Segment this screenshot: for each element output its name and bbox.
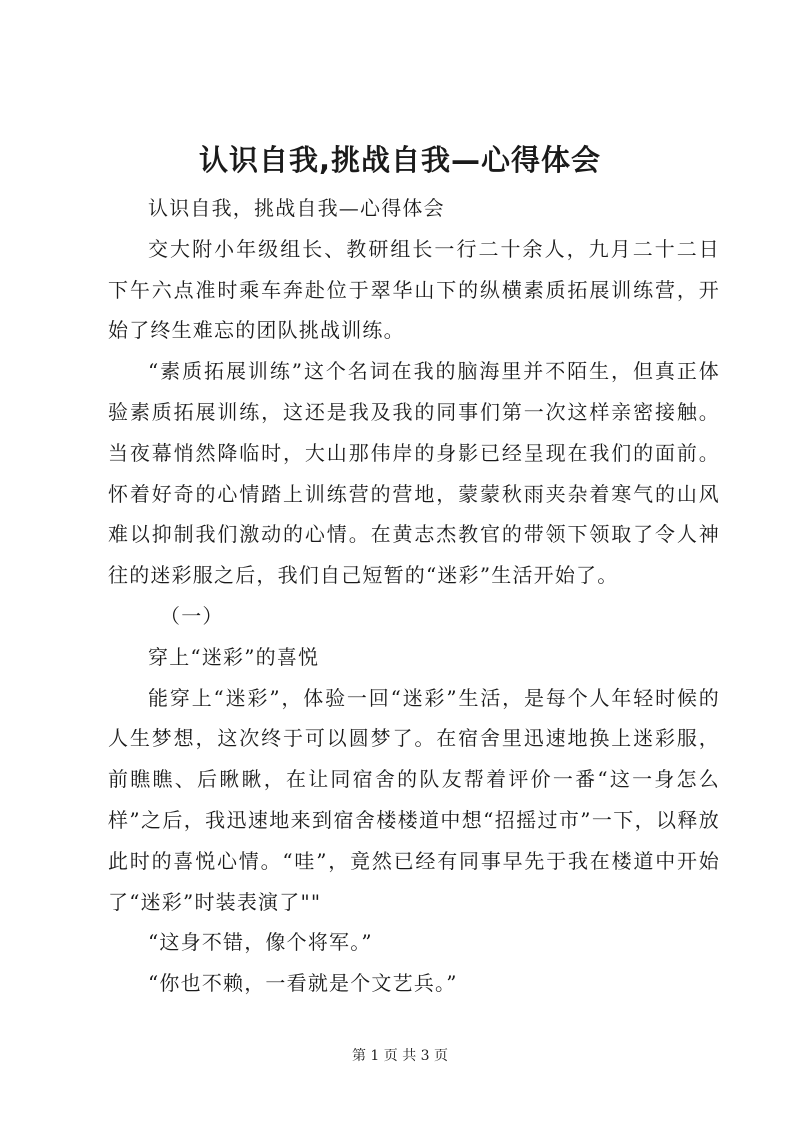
paragraph-camouflage: 能穿上“迷彩”，体验一回“迷彩”生活，是每个人年轻时候的人生梦想，这次终于可以圆梦了。在宿舍里迅速地换上迷彩服，前瞧瞧、后瞅瞅，在让同宿舍的队友帮着评价一番“这一身怎么样”之后，我迅速地来到宿舍楼楼道中想“招摇过市”一下，以释放此时的喜悦心情。“哇”，竟然已经有同事早先于我在楼道中开始了“迷彩”时装表演了"" [108, 685, 720, 914]
section-number: （一） [160, 603, 224, 628]
paragraph-training: “素质拓展训练”这个名词在我的脑海里并不陌生，但真正体验素质拓展训练，这还是我及我的同事们第一次这样亲密接触。当夜幕悄然降临时，大山那伟岸的身影已经呈现在我们的面前。怀着好奇的心情踏上训练营的营地，蒙蒙秋雨夹杂着寒气的山风难以抑制我们激动的心情。在黄志杰教官的带领下领取了令人神往的迷彩服之后，我们自己短暂的“迷彩”生活开始了。 [108, 359, 720, 588]
section-heading: 穿上“迷彩”的喜悦 [148, 644, 320, 669]
document-body [108, 188, 720, 1004]
document-title: 认识自我,挑战自我—心得体会 [198, 143, 602, 177]
paragraph-quote-soldier: “你也不赖，一看就是个文艺兵。” [148, 971, 458, 996]
paragraph-subtitle: 认识自我，挑战自我—心得体会 [148, 196, 445, 220]
paragraph-intro: 交大附小年级组长、教研组长一行二十余人，九月二十二日下午六点准时乘车奔赴位于翠华山下的纵横素质拓展训练营，开始了终生难忘的团队挑战训练。 [108, 236, 720, 343]
paragraph-quote-general: “这身不错，像个将军。” [148, 930, 373, 955]
page-footer: 第 1 页 共 3 页 [351, 1048, 449, 1064]
